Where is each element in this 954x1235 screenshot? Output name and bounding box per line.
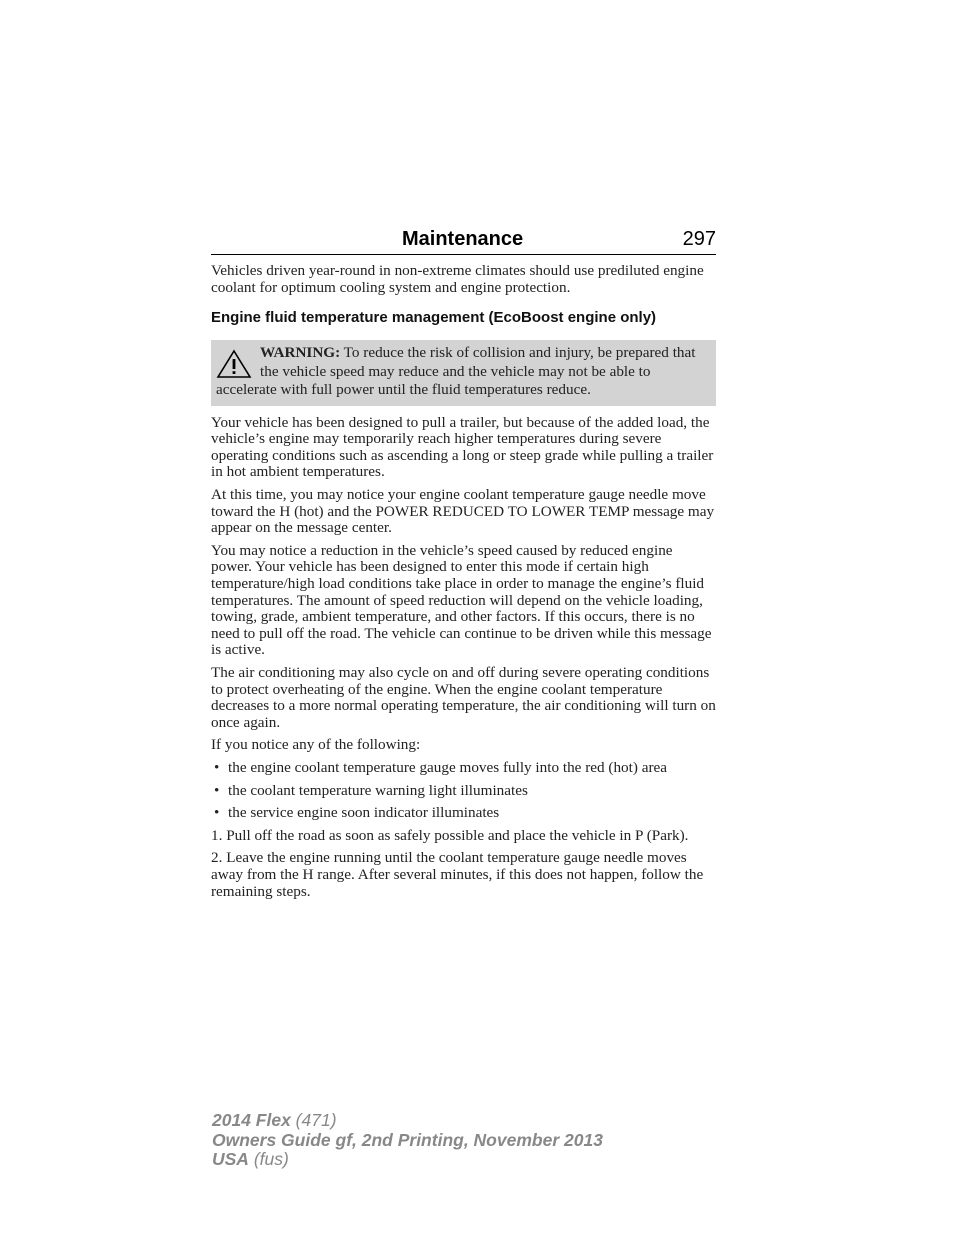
step-2: 2. Leave the engine running until the coolant temperature gauge needle moves away from the H range. After several minutes, if this does not happen, follow the remaining steps. [211, 849, 704, 900]
footer-line-2: Owners Guide gf, 2nd Printing, November 2013 [212, 1129, 603, 1150]
warning-body: To reduce the risk of collision and injury, be prepared that the vehicle speed may reduce and the vehicle may not be able to accelerate with full power until the fluid temperatures reduce. [216, 344, 696, 399]
step-1: 1. Pull off the road as soon as safely possible and place the vehicle in P (Park). [211, 826, 689, 844]
manual-page [211, 228, 716, 900]
paragraph: Your vehicle has been designed to pull a trailer, but because of the added load, the vehicle’s engine may temporarily reach higher temperatures during severe operating conditions such as ascending a long or steep grade while pulling a trailer in hot ambient temperatures. [211, 413, 714, 481]
paragraph: You may notice a reduction in the vehicle’s speed caused by reduced engine power. Your vehicle has been designed to enter this mode if certain high temperature/high load conditions take place in order to manage the engine’s fluid temperatures. The amount of speed reduction will depend on the vehicle loading, towing, grade, ambient temperature, and other factors. If this occurs, there is no need to pull off the road. The vehicle can continue to be driven while this message is active. [211, 541, 712, 659]
list-item: • the service engine soon indicator illuminates [214, 804, 500, 822]
paragraph: The air conditioning may also cycle on and off during severe operating conditions to protect overheating of the engine. When the engine coolant temperature decreases to a more normal operating temperature, the air conditioning will turn on once again. [211, 664, 716, 731]
warning-label: WARNING: [260, 344, 341, 362]
list-item: • the coolant temperature warning light illuminates [214, 781, 528, 799]
warning-text [216, 344, 710, 400]
page-footer [212, 1111, 603, 1170]
bullet-dot-icon: • [214, 804, 220, 822]
section-title: Maintenance [402, 228, 524, 250]
bullet-dot-icon: • [214, 758, 220, 776]
list-item: • the engine coolant temperature gauge moves fully into the red (hot) area [214, 758, 667, 776]
bullet-dot-icon: • [214, 781, 220, 799]
footer-line-3: USA (fus) [212, 1149, 289, 1169]
warning-triangle-icon [216, 349, 252, 379]
intro-paragraph: Vehicles driven year-round in non-extreme climates should use prediluted engine coolant for optimum cooling system and engine protection. [211, 262, 704, 296]
footer-line-1: 2014 Flex (471) [212, 1110, 337, 1130]
warning-box [211, 340, 716, 406]
bullet-list [211, 760, 716, 822]
paragraph: If you notice any of the following: [211, 736, 421, 754]
body-text [211, 415, 716, 900]
page-number: 297 [682, 228, 716, 250]
paragraph: At this time, you may notice your engine coolant temperature gauge needle move toward the H (hot) and the POWER REDUCED TO LOWER TEMP message may appear on the message center. [211, 486, 715, 537]
section-heading: Engine fluid temperature management (EcoBoost engine only) [211, 309, 657, 327]
page-header [211, 228, 716, 255]
